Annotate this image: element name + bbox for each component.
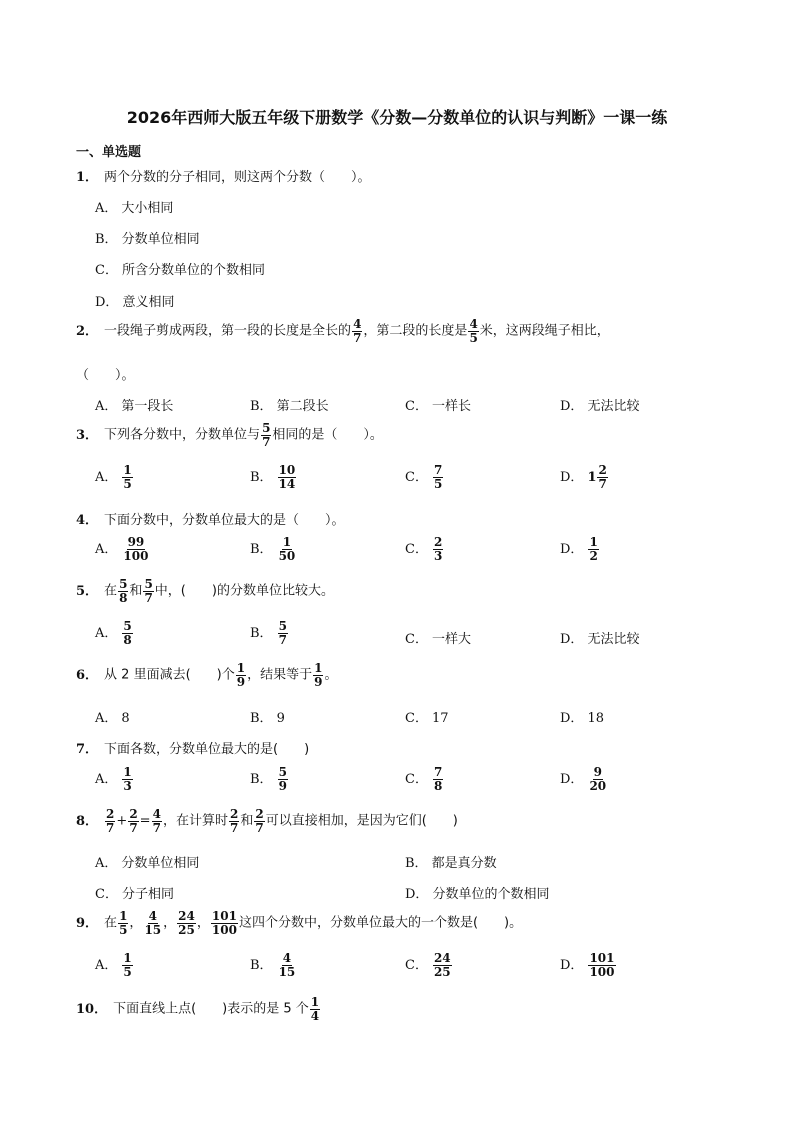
question-2: 2． 一段绳子剪成两段，第一段的长度是全长的 $\frac{4}{7}$ ，第二段的长度是 $\frac{4}{5}$ 米，这两段绳子相比，: [76, 317, 610, 345]
option-a[interactable]: A． $\frac{1}{5}$: [95, 463, 132, 491]
option-d[interactable]: D． $\frac{101}{100}$: [560, 951, 615, 979]
option-a[interactable]: A． $\frac{5}{8}$: [95, 619, 132, 647]
option-b[interactable]: B． 第二段长: [250, 399, 329, 414]
option-d[interactable]: D． $\frac{9}{20}$: [560, 765, 607, 793]
option-d[interactable]: D． 18: [560, 711, 604, 726]
fraction: $\frac{5}{7}$: [262, 421, 271, 449]
question-10: 10． 下面直线上点( )表示的是 5 个 $\frac{1}{4}$: [76, 995, 320, 1023]
option-c[interactable]: C． 分子相同: [95, 887, 174, 902]
option-c[interactable]: C． 一样大: [405, 632, 471, 647]
page-title: 2026年西师大版五年级下册数学《分数—分数单位的认识与判断》一课一练: [126, 108, 668, 127]
question-7: 7． 下面各数，分数单位最大的是( ): [76, 742, 310, 757]
option-d[interactable]: D． 分数单位的个数相同: [405, 887, 550, 902]
option-d[interactable]: D． $\frac{1}{2}$: [560, 535, 598, 563]
option-d[interactable]: D． 无法比较: [560, 399, 640, 414]
option-c[interactable]: C． $\frac{7}{8}$: [405, 765, 443, 793]
option-a[interactable]: A． 第一段长: [95, 399, 174, 414]
option-a[interactable]: A． $\frac{1}{5}$: [95, 951, 132, 979]
option-a[interactable]: A． $\frac{1}{3}$: [95, 765, 132, 793]
question-1: [76, 166, 371, 185]
fraction: $\frac{4}{7}$: [353, 317, 362, 345]
option-b[interactable]: B． $\frac{1}{50}$: [250, 535, 296, 563]
option-b[interactable]: B． 9: [250, 711, 285, 726]
question-5: 5． 在 $\frac{5}{8}$ 和 $\frac{5}{7}$ 中，( )的分数单位比较大。: [76, 577, 334, 605]
question-8: 8． $\frac{2}{7}$ + $\frac{2}{7}$ = $\frac{4}{7}$ ，在计算时 $\frac{2}{7}$ 和 $\frac{2}{7}$ 可以直接相加，是因为它们( ): [76, 807, 458, 835]
option-c[interactable]: C． 一样长: [405, 399, 471, 414]
option-c[interactable]: C． $\frac{24}{25}$: [405, 951, 451, 979]
option-c[interactable]: C． 17: [405, 711, 449, 726]
option-a[interactable]: A． $\frac{99}{100}$: [95, 535, 149, 563]
option-d[interactable]: D． 1 $\frac{2}{7}$: [560, 463, 607, 491]
option-c[interactable]: C． $\frac{7}{5}$: [405, 463, 443, 491]
option-b[interactable]: B． 分数单位相同: [95, 232, 200, 247]
option-a[interactable]: A． 8: [95, 711, 130, 726]
option-d[interactable]: D． 无法比较: [560, 632, 640, 647]
option-b[interactable]: B． 都是真分数: [405, 856, 497, 871]
question-3: 3． 下列各分数中，分数单位与 $\frac{5}{7}$ 相同的是（ ）。: [76, 421, 383, 449]
option-a[interactable]: A． 分数单位相同: [95, 856, 200, 871]
option-b[interactable]: B． $\frac{4}{15}$: [250, 951, 296, 979]
option-c[interactable]: C． $\frac{2}{3}$: [405, 535, 443, 563]
option-b[interactable]: B． $\frac{10}{14}$: [250, 463, 296, 491]
option-c[interactable]: C． 所含分数单位的个数相同: [95, 263, 265, 278]
question-4: 4． 下面分数中，分数单位最大的是（ ）。: [76, 513, 345, 528]
question-text: 两个分数的分子相同，则这两个分数（ ）。: [104, 170, 371, 185]
question-6: 6． 从 2 里面减去( )个 $\frac{1}{9}$ ，结果等于 $\frac{1}{9}$ 。: [76, 661, 338, 689]
fraction: $\frac{4}{5}$: [469, 317, 478, 345]
option-b[interactable]: B． $\frac{5}{7}$: [250, 619, 287, 647]
question-number: 1．: [76, 170, 99, 185]
option-b[interactable]: B． $\frac{5}{9}$: [250, 765, 287, 793]
option-a[interactable]: A． 大小相同: [95, 201, 174, 216]
section-heading: 一、单选题: [76, 145, 142, 160]
question-9: 9． 在 $\frac{1}{5}$ ， $\frac{4}{15}$ ， $\frac{24}{25}$ ， $\frac{101}{100}$ 这四个分数中，分数单位最大的一个数是( )。: [76, 909, 523, 937]
option-d[interactable]: D． 意义相同: [95, 295, 175, 310]
question-2-blank: （ ）。: [76, 368, 135, 383]
